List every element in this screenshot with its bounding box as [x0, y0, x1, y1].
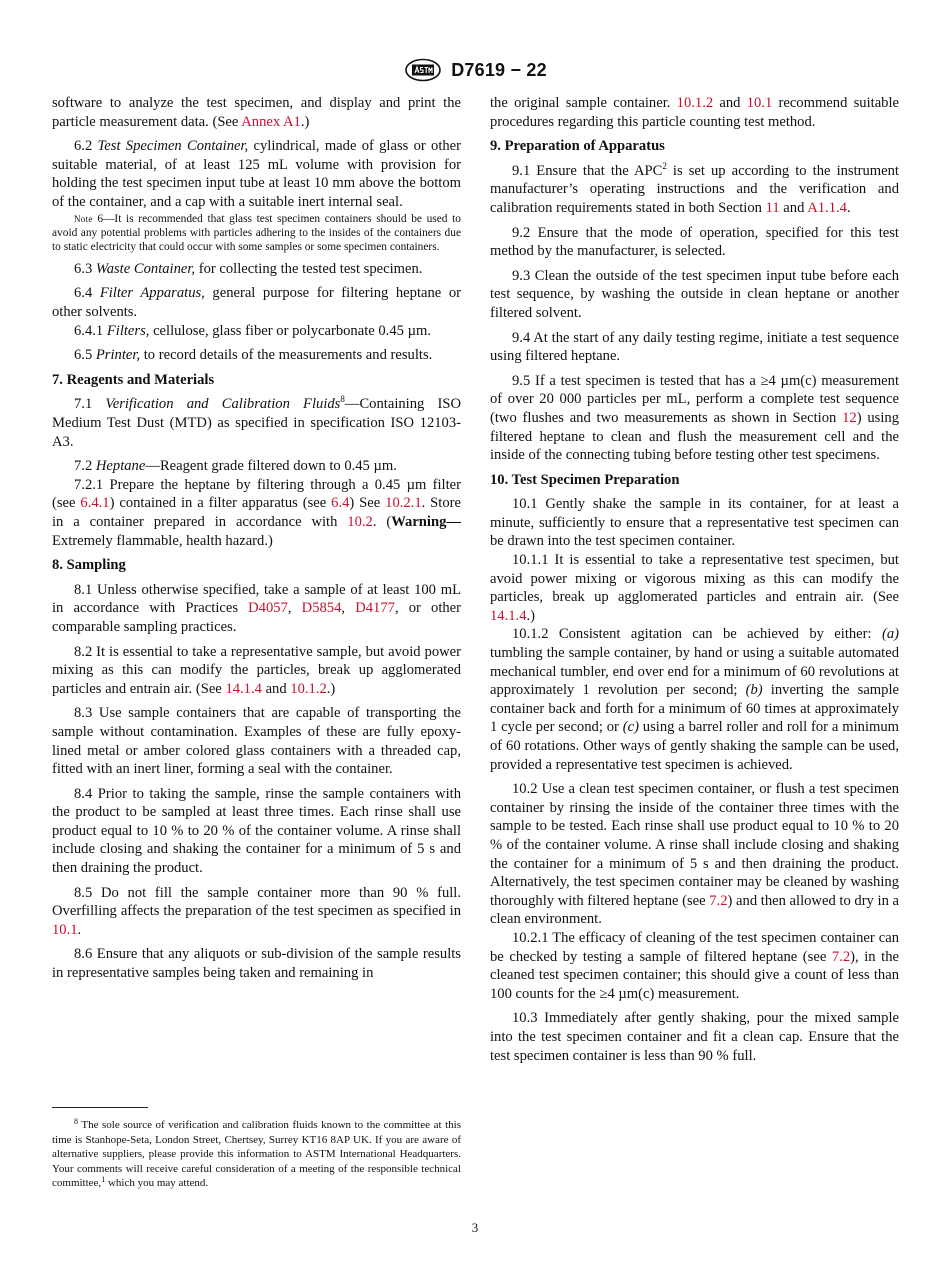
paragraph-6-2: 6.2 Test Specimen Container, cylindrical, made of glass or other suitable material, of at least 125 mL volume with provision for holding the test specimen input tube at least 10 mm above the bottom of the container, and a cap with a suitable inert internal seal. [52, 138, 462, 210]
heading-section-10: 10. Test Specimen Preparation [490, 471, 680, 488]
footnote-divider [52, 1107, 148, 1108]
paragraph-10-1: 10.1 Gently shake the sample in its container, for at least a minute, sufficiently to ensure that a representative test specimen can be drawn into the test specimen container. [490, 496, 899, 550]
paragraph-10-1-1: 10.1.1 It is essential to take a representative test specimen, but avoid power mixing or vigorous mixing as this can modify the particles, break up agglomerated particles and entrain air. (See 14.1.4.) [490, 552, 899, 624]
paragraph-6-3: 6.3 Waste Container, for collecting the tested test specimen. [74, 260, 423, 277]
paragraph-9-3: 9.3 Clean the outside of the test specimen input tube before each test sequence, by washing the outside in clean heptane or another filtered solvent. [490, 267, 899, 321]
link-10-1[interactable]: 10.1 [52, 921, 78, 938]
paragraph-7-1: 7.1 Verification and Calibration Fluids$^8$—Containing ISO Medium Test Dust (MTD) as specified in specification ISO 12103-A3. [52, 394, 462, 450]
link-section-11[interactable]: 11 [765, 199, 780, 216]
link-annex-a1[interactable]: Annex A1 [241, 113, 301, 130]
link-14-1-4[interactable]: 14.1.4 [225, 680, 262, 697]
paragraph-8-3: 8.3 Use sample containers that are capable of transporting the sample without contamination. Examples of these are fully epoxy-lined metal or amber colored glass containers with a threaded cap, fitted with an inert liner, forming a seal with the container. [52, 705, 461, 778]
paragraph-7-2: 7.2 Heptane—Reagent grade filtered down to 0.45 µm. [74, 458, 397, 475]
link-14-1-4[interactable]: 14.1.4 [490, 607, 527, 624]
link-d4057[interactable]: D4057 [248, 600, 288, 617]
paragraph-6-4-1: 6.4.1 Filters, cellulose, glass fiber or polycarbonate 0.45 µm. [74, 322, 431, 339]
paragraph-8-1: 8.1 Unless otherwise specified, take a sample of at least 100 mL in accordance with Practices D4057, D5854, D4177, or other comparable sampling practices. [52, 581, 462, 635]
link-10-1-2[interactable]: 10.1.2 [290, 680, 327, 697]
paragraph-continuation: the original sample container. 10.1.2 and 10.1 recommend suitable procedures regarding this particle counting test method. [490, 95, 900, 130]
paragraph-6-5: 6.5 Printer, to record details of the measurements and results. [74, 347, 433, 364]
link-10-2-1[interactable]: 10.2.1 [385, 495, 422, 512]
paragraph-10-3: 10.3 Immediately after gently shaking, pour the mixed sample into the test specimen container and fit a clean cap. Ensure that the test specimen container is less than 90 % full. [490, 1010, 899, 1064]
page-header [0, 58, 950, 82]
link-10-2[interactable]: 10.2 [347, 513, 373, 530]
document-id: D7619 − 22 [451, 60, 547, 81]
paragraph-8-5: 8.5 Do not fill the sample container more than 90 % full. Overfilling affects the preparation of the test specimen as specified in 10.1. [52, 884, 461, 938]
paragraph-9-1: 9.1 Ensure that the APC$^2$ is set up according to the instrument manufacturer’s operating instructions and the verification and calibration requirements stated in both Section 11 and A1.1.4. [490, 160, 899, 216]
paragraph-10-1-2: 10.1.2 Consistent agitation can be achieved by either: (a) tumbling the sample container, by hand or using a suitable automated mechanical tumbler, end over end for a minimum of 60 revolutions at approximately 1 revolution per second; (b) inverting the sample container back and forth for a minimum of 60 times at approximately 1 cycle per second; or (c) using a barrel roller and roll for a minimum of 60 rotations. Other ways of gently shaking the sample can be used, provided a representative test specimen is achieved. [490, 626, 899, 773]
right-column [490, 94, 899, 1065]
paragraph-8-2: 8.2 It is essential to take a representative sample, but avoid power mixing as this can modify the particles, break up agglomerated particles and entrain air. (See 14.1.4 and 10.1.2.) [52, 643, 461, 697]
footnote-8: $^8$ The sole source of verification and calibration fluids known to the committee at this time is Stanhope-Seta, London Street, Chertsey, Surrey KT16 8AP UK. If you are aware of alternative suppliers, please provide this information to ASTM International Headquarters. Your comments will receive careful consideration of a meeting of the responsible technical committee,$^1$ which you may attend. [52, 1117, 461, 1190]
paragraph-10-2-1: 10.2.1 The efficacy of cleaning of the test specimen container can be checked by testing a sample of filtered heptane (see 7.2), in the cleaned test specimen container; this should give a count of less than 100 counts for the ≥4 µm(c) measurement. [490, 929, 899, 1002]
paragraph-intro: software to analyze the test specimen, and display and print the particle measurement data. (See Annex A1.) [52, 95, 461, 130]
page-number: 3 [471, 1220, 479, 1235]
link-6-4-1[interactable]: 6.4.1 [80, 495, 110, 512]
link-a1-1-4[interactable]: A1.1.4 [807, 199, 847, 216]
paragraph-9-4: 9.4 At the start of any daily testing regime, initiate a test sequence using filtered heptane. [490, 329, 899, 365]
link-section-12[interactable]: 12 [842, 409, 857, 426]
heading-section-9: 9. Preparation of Apparatus [490, 138, 665, 155]
heading-section-7: 7. Reagents and Materials [52, 371, 215, 388]
link-6-4[interactable]: 6.4 [331, 495, 350, 512]
paragraph-9-2: 9.2 Ensure that the mode of operation, specified for this test method by the manufacturer, is selected. [490, 224, 899, 260]
link-d5854[interactable]: D5854 [301, 600, 342, 617]
paragraph-7-2-1: 7.2.1 Prepare the heptane by filtering through a 0.45 µm filter (see 6.4.1) contained in a filter apparatus (see 6.4) See 10.2.1. Store in a container prepared in accordance with 10.2. (Warning—Extremely flammable, health hazard.) [52, 476, 461, 549]
paragraph-10-2: 10.2 Use a clean test specimen container, or flush a test specimen container by rinsing the inside of the container three times with the sample to be tested. Each rinse shall use product equal to 10 % to 20 % of the container volume. A rinse shall include closing and shaking the container for a minimum of 5 s and then draining the product. Alternatively, the test specimen container may be cleaned by washing thoroughly with filtered heptane (see 7.2) and then allowed to dry in a clean environment. [490, 781, 899, 928]
paragraph-6-4: 6.4 Filter Apparatus, general purpose for filtering heptane or other solvents. [52, 285, 461, 321]
left-column [52, 94, 461, 983]
link-d4177[interactable]: D4177 [355, 600, 395, 617]
link-7-2[interactable]: 7.2 [709, 892, 728, 909]
link-7-2[interactable]: 7.2 [831, 948, 851, 965]
paragraph-9-5: 9.5 If a test specimen is tested that has a ≥4 µm(c) measurement of over 20 000 particles per mL, perform a complete test sequence (two flushes and two measurements as shown in Section 12) using filtered heptane to clean and flush the measurement cell and the inside of the connecting tubing before testing other test specimens. [490, 372, 900, 464]
note-6: Note 6—It is recommended that glass test specimen containers should be used to avoid any potential problems with particles adhering to the insides of the containers due to static electricity that could occur with some samples or some specimen containers. [52, 212, 461, 253]
paragraph-8-4: 8.4 Prior to taking the sample, rinse the sample containers with the product to be sampled at least three times. Each rinse shall use product equal to 10 % to 20 % of the container volume. A rinse shall include closing and shaking the container for a minimum of 5 s and then draining the product. [52, 785, 461, 877]
link-10-1-2[interactable]: 10.1.2 [676, 95, 714, 111]
paragraph-8-6: 8.6 Ensure that any aliquots or sub-division of the sample results in representative samples being taken and remaining in [52, 946, 461, 982]
heading-section-8: 8. Sampling [52, 557, 126, 574]
astm-logo-icon [403, 58, 443, 82]
link-10-1[interactable]: 10.1 [746, 95, 773, 111]
